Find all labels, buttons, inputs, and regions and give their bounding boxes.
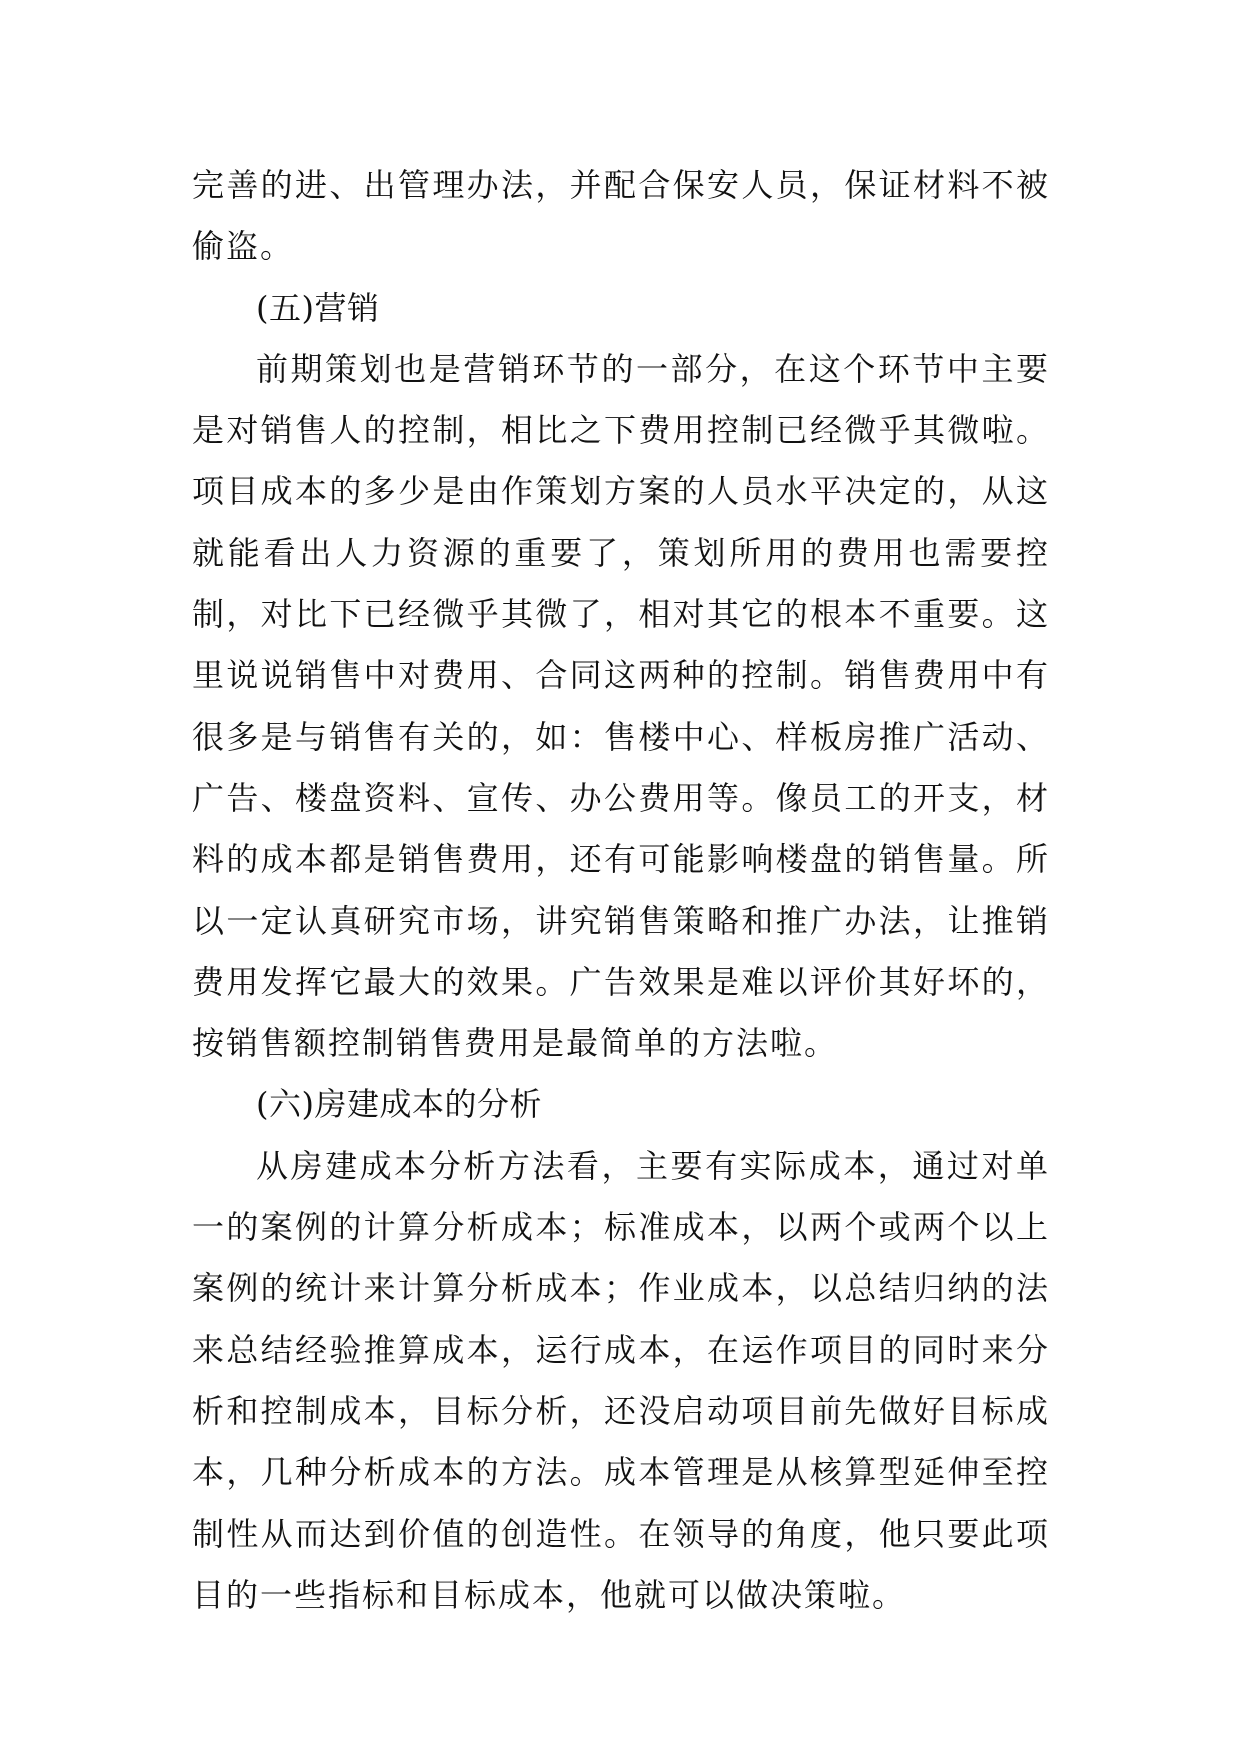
section-heading-cost-analysis: (六)房建成本的分析 xyxy=(256,1085,542,1124)
paragraph-continued: 完善的进、出管理办法，并配合保安人员，保证材料不被偷盗。 xyxy=(192,166,1050,266)
document-body xyxy=(192,155,1050,1626)
section-heading-marketing: (五)营销 xyxy=(256,288,380,327)
paragraph-cost-analysis: 从房建成本分析方法看，主要有实际成本，通过对单一的案例的计算分析成本；标准成本，以两个或两个以上案例的统计来计算分析成本；作业成本，以总结归纳的法来总结经验推算成本，运行成本，在运作项目的同时来分析和控制成本，目标分析，还没启动项目前先做好目标成本，几种分析成本的方法。成本管理是从核算型延伸至控制性从而达到价值的创造性。在领导的角度，他只要此项目的一些指标和目标成本，他就可以做决策啦。 xyxy=(192,1146,1050,1614)
paragraph-marketing: 前期策划也是营销环节的一部分，在这个环节中主要是对销售人的控制，相比之下费用控制已经微乎其微啦。项目成本的多少是由作策划方案的人员水平决定的，从这就能看出人力资源的重要了，策划所用的费用也需要控制，对比下已经微乎其微了，相对其它的根本不重要。这里说说销售中对费用、合同这两种的控制。销售费用中有很多是与销售有关的，如：售楼中心、样板房推广活动、广告、楼盘资料、宣传、办公费用等。像员工的开支，材料的成本都是销售费用，还有可能影响楼盘的销售量。所以一定认真研究市场，讲究销售策略和推广办法，让推销费用发挥它最大的效果。广告效果是难以评价其好坏的，按销售额控制销售费用是最简单的方法啦。 xyxy=(192,349,1050,1063)
